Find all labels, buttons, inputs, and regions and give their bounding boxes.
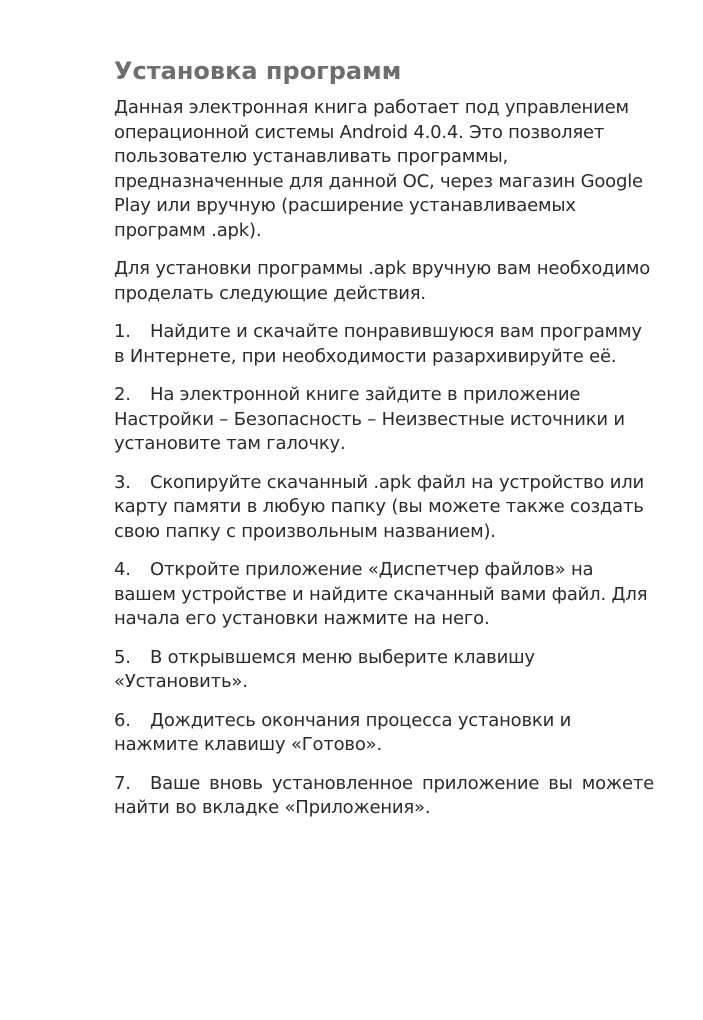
step-text: Скопируйте скачанный .apk файл на устройство или карту памяти в любую папку (вы можете также создать свою папку с произвольным названием).: [114, 471, 644, 542]
step-item-6: [114, 709, 654, 758]
step-item-1: [114, 320, 654, 369]
step-text: Найдите и скачайте понравившуюся вам программу в Интернете, при необходимости разархивируйте её.: [114, 321, 642, 367]
step-number: 3.: [114, 471, 131, 493]
step-text: Ваше вновь установленное приложение вы можете найти во вкладке «Приложения».: [114, 772, 654, 818]
lead-paragraph: Для установки программы .apk вручную вам необходимо проделать следующие действия.: [114, 258, 651, 304]
step-number: 6.: [114, 709, 131, 731]
step-number: 7.: [114, 772, 131, 794]
step-text: Дождитесь окончания процесса установки и нажмите клавишу «Готово».: [114, 709, 572, 755]
document-page: [114, 56, 654, 835]
step-number: 5.: [114, 646, 131, 668]
step-item-3: [114, 471, 654, 545]
page-title: Установка программ: [114, 57, 402, 85]
step-number: 1.: [114, 321, 131, 342]
step-text: В открывшемся меню выберите клавишу «Установить».: [114, 646, 535, 692]
steps-list: [114, 320, 654, 821]
step-number: 4.: [114, 559, 131, 580]
intro-paragraph: Данная электронная книга работает под управлением операционной системы Android 4.0.4. Это позволяет пользователю устанавливать программы, предназначенные для данной ОС, через магазин Google Play или вручную (расширение устанавливаемых программ .apk).: [114, 97, 643, 241]
step-number: 2.: [114, 384, 131, 405]
step-item-7: [114, 772, 654, 821]
step-item-5: [114, 646, 654, 695]
step-text: Откройте приложение «Диспетчер файлов» на вашем устройстве и найдите скачанный вами файл. Для начала его установки нажмите на него.: [114, 559, 648, 629]
step-item-2: [114, 383, 654, 457]
step-item-4: [114, 558, 654, 632]
step-text: На электронной книге зайдите в приложение Настройки – Безопасность – Неизвестные источники и установите там галочку.: [114, 384, 625, 454]
